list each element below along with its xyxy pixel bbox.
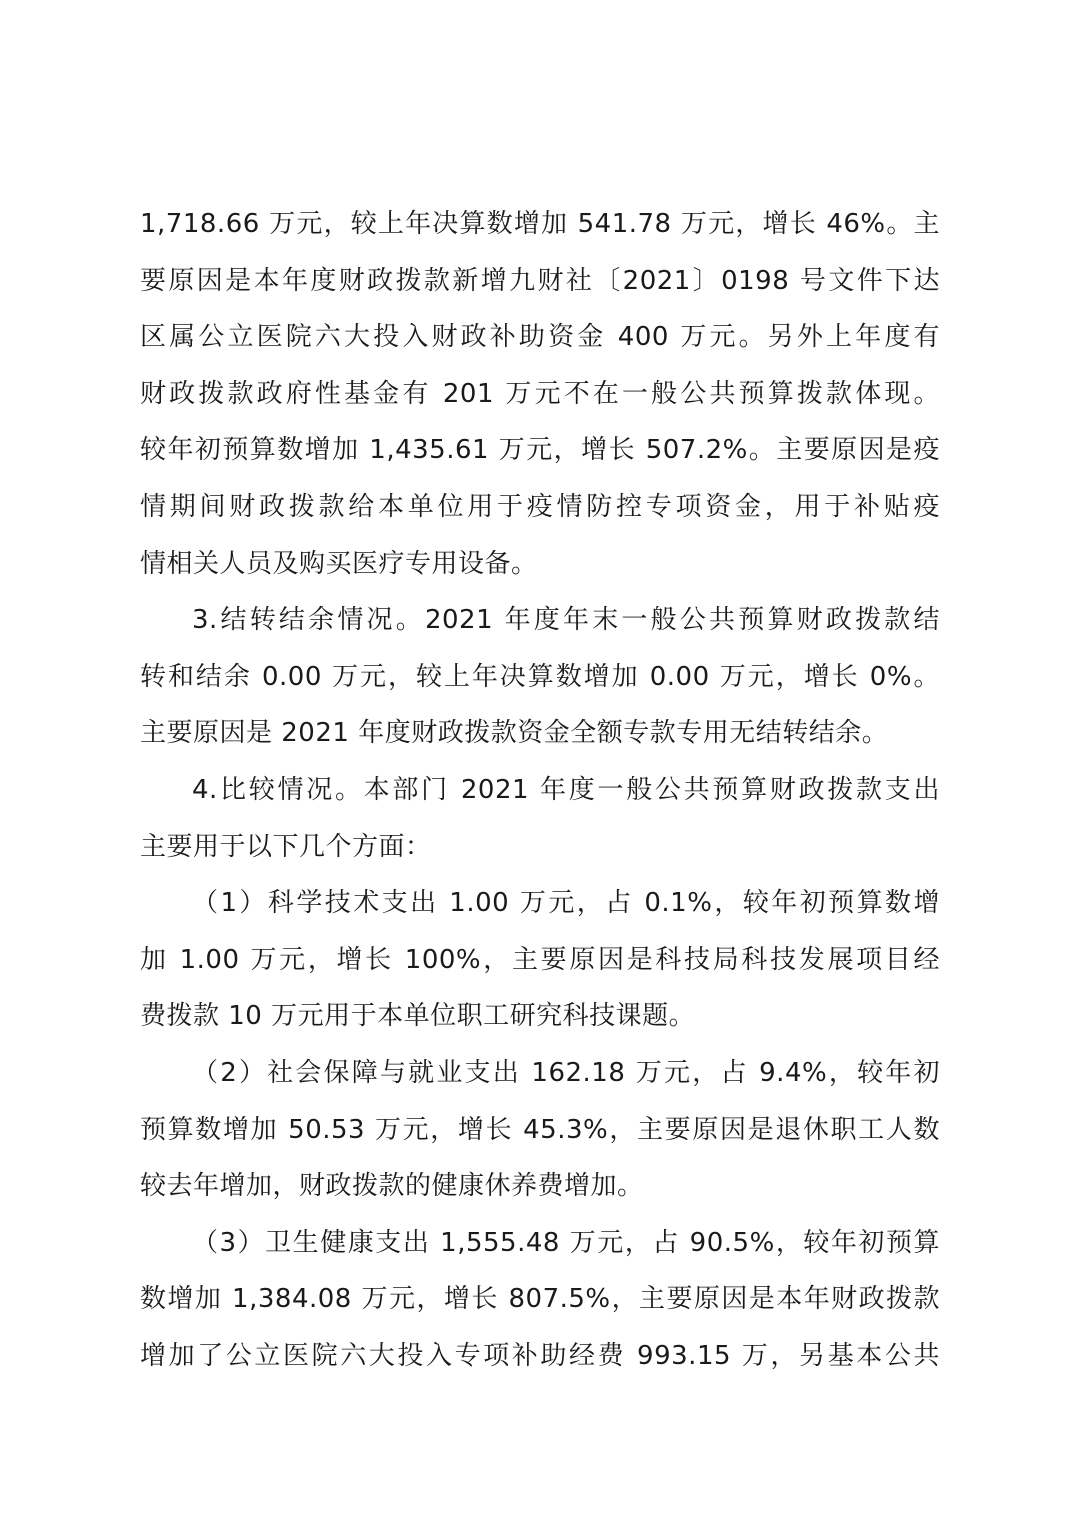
text-line: 较去年增加，财政拨款的健康休养费增加。 [140, 1171, 644, 1202]
text-line: 财政拨款政府性基金有 201 万元不在一般公共预算拨款体现。 [140, 378, 940, 409]
text-line: 情期间财政拨款给本单位用于疫情防控专项资金，用于补贴疫 [140, 491, 940, 522]
text-line: 主要用于以下几个方面： [140, 831, 432, 862]
text-line: 增加了公立医院六大投入专项补助经费 993.15 万，另基本公共 [140, 1340, 940, 1371]
text-line: 预算数增加 50.53 万元，增长 45.3%，主要原因是退休职工人数 [140, 1114, 940, 1145]
text-line: 费拨款 10 万元用于本单位职工研究科技课题。 [140, 1001, 696, 1032]
text-line: 加 1.00 万元，增长 100%，主要原因是科技局科技发展项目经 [140, 944, 940, 975]
text-line: 数增加 1,384.08 万元，增长 807.5%，主要原因是本年财政拨款 [140, 1284, 940, 1315]
text-line: 情相关人员及购买医疗专用设备。 [140, 548, 538, 579]
text-line: 较年初预算数增加 1,435.61 万元，增长 507.2%。主要原因是疫 [140, 435, 940, 466]
text-line: 4.比较情况。本部门 2021 年度一般公共预算财政拨款支出 [192, 774, 940, 805]
text-line: （1）科学技术支出 1.00 万元，占 0.1%，较年初预算数增 [192, 888, 940, 919]
text-line: 转和结余 0.00 万元，较上年决算数增加 0.00 万元，增长 0%。 [140, 661, 940, 692]
text-line: 要原因是本年度财政拨款新增九财社〔2021〕0198 号文件下达 [140, 265, 940, 296]
text-line: 主要原因是 2021 年度财政拨款资金全额专款专用无结转结余。 [140, 718, 889, 749]
text-line: 区属公立医院六大投入财政补助资金 400 万元。另外上年度有 [140, 322, 940, 353]
text-line: （2）社会保障与就业支出 162.18 万元，占 9.4%，较年初 [192, 1057, 940, 1088]
text-line: 3.结转结余情况。2021 年度年末一般公共预算财政拨款结 [192, 605, 940, 636]
text-line: （3）卫生健康支出 1,555.48 万元，占 90.5%，较年初预算 [192, 1227, 940, 1258]
text-line: 1,718.66 万元，较上年决算数增加 541.78 万元，增长 46%。主 [140, 209, 940, 239]
body-text [140, 196, 940, 1384]
